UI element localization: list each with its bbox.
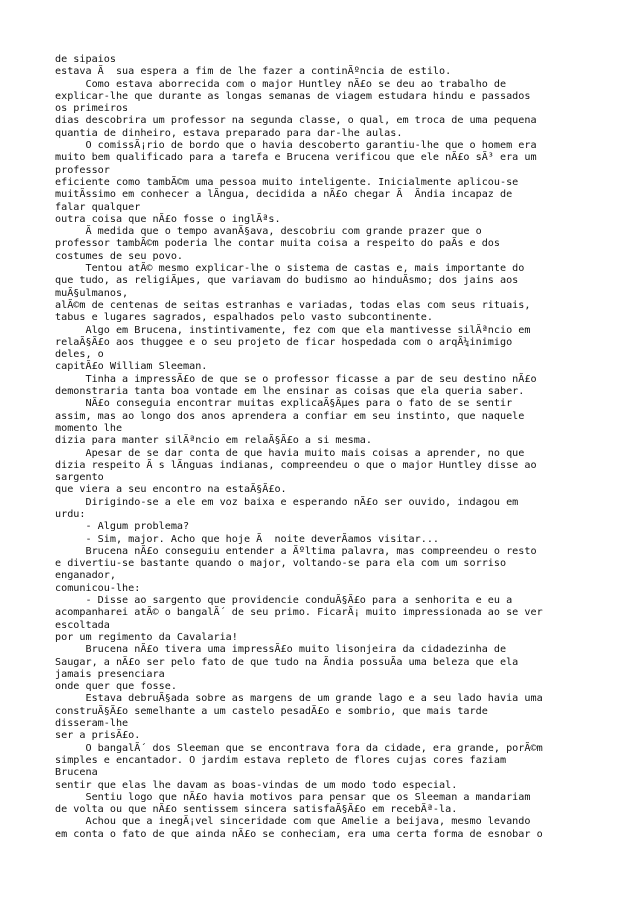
text-line: por um regimento da Cavalaria! (55, 631, 238, 643)
text-line: explicar-lhe que durante as longas semanas de viagem estudara hindu e passados (55, 90, 531, 102)
text-line: Tentou atÃ© mesmo explicar-lhe o sistema de castas e, mais importante do (55, 263, 525, 275)
text-line: Algo em Brucena, instintivamente, fez com que ela mantivesse silÃªncio em (55, 324, 531, 336)
text-line: relaÃ§Ã£o aos thuggee e o seu projeto de ficar hospedada com o arqÃ¼inimigo (55, 336, 513, 348)
text-line: os primeiros (55, 103, 129, 115)
text-line: O comissÃ¡rio de bordo que o havia descoberto garantiu-lhe que o homem era (55, 140, 537, 152)
text-line: momento lhe (55, 422, 123, 434)
text-line: costumes de seu povo. (55, 250, 184, 262)
text-line: - Algum problema? (55, 521, 190, 533)
text-line: urdu: (55, 508, 86, 520)
text-line: de sipaios (55, 54, 116, 65)
text-line: Como estava aborrecida com o major Huntley nÃ£o se deu ao trabalho de (55, 78, 507, 90)
text-line: Brucena (55, 767, 98, 779)
text-line: muito bem qualificado para a tarefa e Brucena verificou que ele nÃ£o sÃ³ era um (55, 152, 537, 164)
text-line: Brucena nÃ£o tivera uma impressÃ£o muito lisonjeira da cidadezinha de (55, 644, 507, 656)
text-line: falar qualquer (55, 201, 141, 213)
text-line: professor tambÃ©m poderia lhe contar muita coisa a respeito do paÃs e dos (55, 238, 500, 250)
text-line: alÃ©m de centenas de seitas estranhas e variadas, todas elas com seus rituais, (55, 299, 531, 311)
text-line: que tudo, as religiÃµes, que variavam do budismo ao hinduÃsmo; dos jains aos (55, 275, 519, 287)
text-line: O bangalÃ´ dos Sleeman que se encontrava fora da cidade, era grande, porÃ©m (55, 742, 543, 754)
text-line: Ã medida que o tempo avanÃ§ava, descobriu com grande prazer que o (55, 226, 482, 238)
text-line: - Disse ao sargento que providencie conduÃ§Ã£o para a senhorita e eu a (55, 595, 513, 607)
text-line: Sentiu logo que nÃ£o havia motivos para pensar que os Sleeman a mandariam (55, 791, 531, 803)
text-line: onde quer que fosse. (55, 681, 177, 693)
text-line: demonstraria tanta boa vontade em lhe ensinar as coisas que ela queria saber. (55, 386, 525, 398)
text-line: Saugar, a nÃ£o ser pelo fato de que tudo na Ãndia possuÃa uma beleza que ela (55, 656, 519, 668)
text-line: acompanharei atÃ© o bangalÃ´ de seu primo. FicarÃ¡ muito impressionada ao se ver (55, 607, 543, 619)
text-line: - Sim, major. Acho que hoje Ã noite deverÃamos visitar... (55, 533, 440, 545)
text-line: Dirigindo-se a ele em voz baixa e esperando nÃ£o ser ouvido, indagou em (55, 496, 519, 508)
text-line: em conta o fato de que ainda nÃ£o se conheciam, era uma certa forma de esnobar o (55, 828, 543, 840)
text-line: escoltada (55, 619, 110, 631)
text-line: enganador, (55, 570, 116, 582)
text-line: Tinha a impressÃ£o de que se o professor ficasse a par de seu destino nÃ£o (55, 373, 537, 385)
text-line: tabus e lugares sagrados, espalhados pelo vasto subcontinente. (55, 312, 433, 324)
text-line: Estava debruÃ§ada sobre as margens de um grande lago e a seu lado havia uma (55, 693, 543, 705)
text-line: eficiente como tambÃ©m uma pessoa muito inteligente. Inicialmente aplicou-se (55, 176, 519, 188)
text-line: muÃ§ulmanos, (55, 287, 129, 299)
text-line: sargento (55, 472, 104, 484)
text-line: dizia respeito Ã s lÃnguas indianas, compreendeu o que o major Huntley disse ao (55, 459, 537, 471)
text-line: ser a prisÃ£o. (55, 730, 141, 742)
document-page (55, 54, 633, 841)
text-line: disseram-lhe (55, 718, 129, 730)
text-line: jamais presenciara (55, 668, 165, 680)
text-line: NÃ£o conseguia encontrar muitas explicaÃ§Ãµes para o fato de se sentir (55, 398, 513, 410)
text-line: estava Ã sua espera a fim de lhe fazer a continÃºncia de estilo. (55, 66, 452, 78)
text-line: assim, mas ao longo dos anos aprendera a confiar em seu instinto, que naquele (55, 410, 525, 422)
text-line: Apesar de se dar conta de que havia muito mais coisas a aprender, no que (55, 447, 525, 459)
text-line: dizia para manter silÃªncio em relaÃ§Ã£o a si mesma. (55, 435, 372, 447)
text-line: outra coisa que nÃ£o fosse o inglÃªs. (55, 213, 281, 225)
text-line: capitÃ£o William Sleeman. (55, 361, 208, 373)
text-line: Brucena nÃ£o conseguiu entender a Ãºltima palavra, mas compreendeu o resto (55, 545, 537, 557)
text-line: sentir que elas lhe davam as boas-vindas de um modo todo especial. (55, 779, 458, 791)
text-line: deles, o (55, 349, 104, 361)
text-line: dias descobrira um professor na segunda classe, o qual, em troca de uma pequena (55, 115, 537, 127)
text-line: simples e encantador. O jardim estava repleto de flores cujas cores faziam (55, 754, 507, 766)
text-line: de volta ou que nÃ£o sentissem sincera satisfaÃ§Ã£o em recebÃª-la. (55, 804, 458, 816)
text-line: muitÃssimo em conhecer a lÃngua, decidida a nÃ£o chegar Ã Ãndia incapaz de (55, 189, 513, 201)
text-line: que viera a seu encontro na estaÃ§Ã£o. (55, 484, 287, 496)
text-line: comunicou-lhe: (55, 582, 141, 594)
text-line: professor (55, 164, 110, 176)
text-line: e divertiu-se bastante quando o major, voltando-se para ela com um sorriso (55, 558, 507, 570)
text-line: quantia de dinheiro, estava preparado para dar-lhe aulas. (55, 127, 403, 139)
text-line: construÃ§Ã£o semelhante a um castelo pesadÃ£o e sombrio, que mais tarde (55, 705, 488, 717)
text-line: Achou que a inegÃ¡vel sinceridade com que Amelie a beijava, mesmo levando (55, 816, 531, 828)
